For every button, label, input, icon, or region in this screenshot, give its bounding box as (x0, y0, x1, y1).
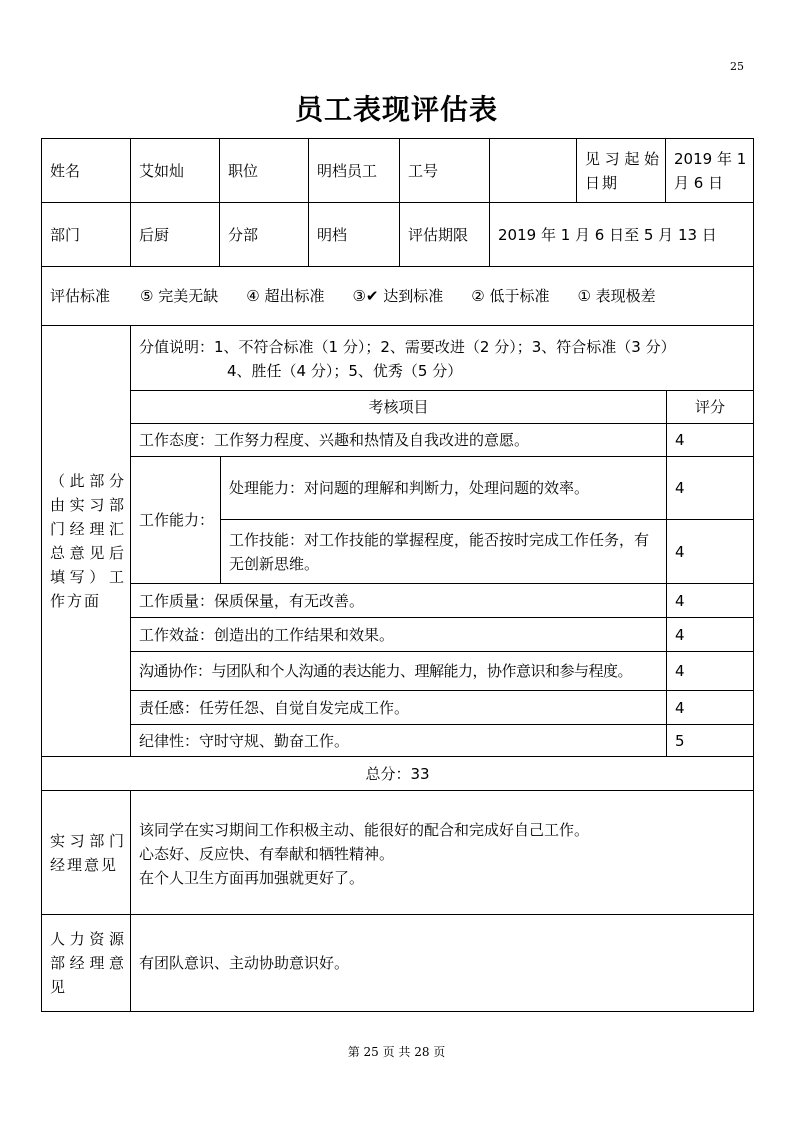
name-label: 姓名 (41, 138, 131, 203)
standard-option: ① 表现极差 (577, 287, 656, 305)
standard-option: ⑤ 完美无缺 (140, 287, 219, 305)
section-label: （此部分由实习部门经理汇总意见后填写）工作方面 (41, 325, 131, 757)
dept-label: 部门 (41, 202, 131, 267)
score-responsibility: 4 (666, 690, 754, 725)
item-discipline: 纪律性：守时守规、勤奋工作。 (130, 724, 667, 757)
score-attitude: 4 (666, 423, 754, 457)
position-value: 明档员工 (308, 138, 400, 203)
branch-label: 分部 (219, 202, 309, 267)
standard-option: ② 低于标准 (471, 287, 550, 305)
score-quality: 4 (666, 583, 754, 618)
score-communication: 4 (666, 651, 754, 691)
page-number-top: 25 (730, 60, 744, 73)
hr-label: 人力资源部经理意见 (41, 914, 131, 1012)
manager-label: 实习部门经理意见 (41, 790, 131, 915)
total-score: 总分：33 (41, 756, 754, 791)
name-value: 艾如灿 (130, 138, 220, 203)
ability-label: 工作能力： (130, 456, 221, 584)
item-responsibility: 责任感：任劳任怨、自觉自发完成工作。 (130, 690, 667, 725)
form-title: 员工表现评估表 (294, 93, 498, 126)
position-label: 职位 (219, 138, 309, 203)
start-date-value: 2019 年 1 月 6 日 (665, 138, 754, 203)
dept-value: 后厨 (130, 202, 220, 267)
col-item-header: 考核项目 (130, 390, 667, 424)
score-note: 分值说明：1、不符合标准（1 分）；2、需要改进（2 分）；3、符合标准（3 分） 4、胜任（4 分）；5、优秀（5 分） (130, 325, 754, 391)
manager-opinion: 该同学在实习期间工作积极主动、能很好的配合和完成好自己工作。 心态好、反应快、有奉献和牺牲精神。 在个人卫生方面再加强就更好了。 (130, 790, 754, 915)
col-score-header: 评分 (666, 390, 754, 424)
hr-opinion: 有团队意识、主动协助意识好。 (130, 914, 754, 1012)
score-handling: 4 (666, 456, 754, 520)
period-label: 评估期限 (399, 202, 490, 267)
period-value: 2019 年 1 月 6 日至 5 月 13 日 (489, 202, 754, 267)
standard-option: ④ 超出标准 (246, 287, 325, 305)
page-footer: 第 25 页 共 28 页 (347, 1045, 446, 1059)
score-efficiency: 4 (666, 617, 754, 652)
start-date-label: 见习起始日期 (576, 138, 666, 203)
item-quality: 工作质量：保质保量，有无改善。 (130, 583, 667, 618)
evaluation-standard-row (41, 266, 754, 326)
item-skills: 工作技能：对工作技能的掌握程度，能否按时完成工作任务，有无创新思维。 (220, 519, 667, 584)
standard-label: 评估标准 (50, 287, 111, 305)
item-handling: 处理能力：对问题的理解和判断力，处理问题的效率。 (220, 456, 667, 520)
score-skills: 4 (666, 519, 754, 584)
standard-option: ③✔ 达到标准 (352, 287, 444, 305)
item-attitude: 工作态度：工作努力程度、兴趣和热情及自我改进的意愿。 (130, 423, 667, 457)
score-discipline: 5 (666, 724, 754, 757)
id-label: 工号 (399, 138, 490, 203)
id-value (489, 138, 577, 203)
item-communication: 沟通协作：与团队和个人沟通的表达能力、理解能力，协作意识和参与程度。 (130, 651, 667, 691)
item-efficiency: 工作效益：创造出的工作结果和效果。 (130, 617, 667, 652)
branch-value: 明档 (308, 202, 400, 267)
